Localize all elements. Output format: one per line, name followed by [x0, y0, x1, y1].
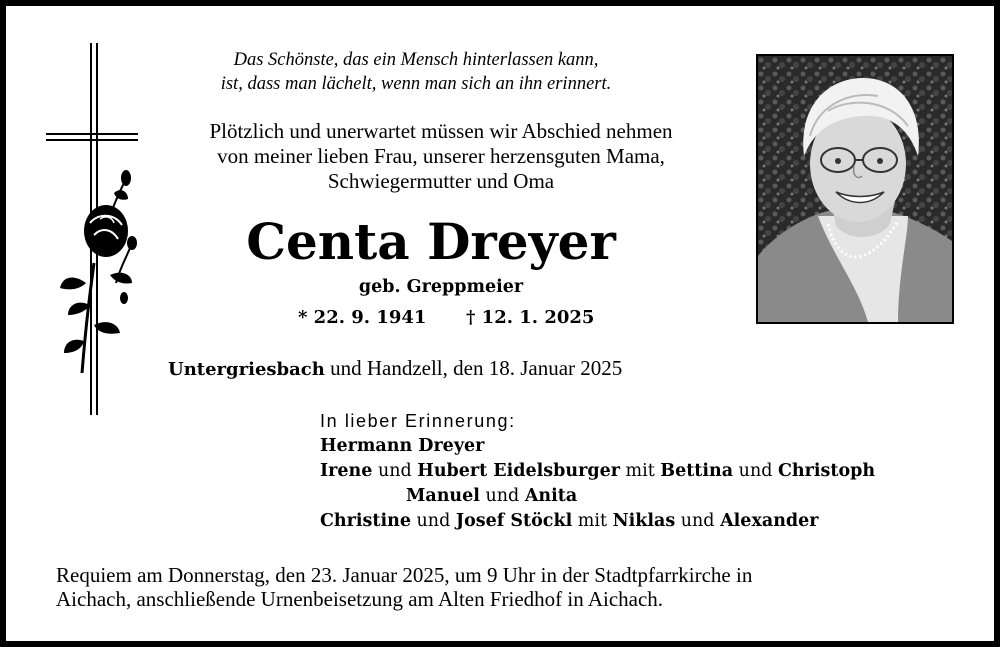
connector: und [733, 461, 778, 481]
connector: und [675, 511, 721, 531]
mourner-name: Hubert Eidelsburger [417, 461, 620, 481]
place-name: Untergriesbach [168, 359, 325, 380]
announcement-line: von meiner lieben Frau, unserer herzensguten Mama, [217, 144, 665, 168]
birth-date: * 22. 9. 1941 [298, 307, 427, 328]
mourner-name: Anita [524, 486, 578, 506]
mourner-name: Alexander [720, 511, 819, 531]
mourner-name: Josef Stöckl [455, 511, 573, 531]
motto-quote [146, 48, 686, 96]
mourners-list [320, 409, 875, 534]
place-date-line [168, 355, 622, 383]
cross-with-rose-icon [34, 43, 144, 419]
mourner-row [320, 484, 875, 509]
requiem-line: Aichach, anschließende Urnenbeisetzung am Alten Friedhof in Aichach. [56, 587, 664, 611]
motto-line: Das Schönste, das ein Mensch hinterlassen kann, [233, 50, 599, 70]
announcement-line: Schwiegermutter und Oma [327, 169, 555, 193]
mourner-row [320, 459, 875, 484]
announcement-line: Plötzlich und unerwartet müssen wir Abschied nehmen [209, 119, 673, 143]
death-date: † 12. 1. 2025 [466, 307, 595, 328]
connector: und [410, 511, 456, 531]
mourner-row [320, 434, 875, 459]
obituary-card [6, 6, 994, 641]
mourner-name: Christine [320, 511, 411, 531]
mourner-name: Niklas [612, 511, 676, 531]
mourner-name: Irene [320, 461, 373, 481]
announcement-text [146, 119, 736, 194]
mourner-name: Christoph [777, 461, 876, 481]
deceased-name: Centa Dreyer [246, 212, 616, 271]
mourner-name: Hermann Dreyer [320, 436, 485, 456]
connector: und [479, 486, 525, 506]
requiem-line: Requiem am Donnerstag, den 23. Januar 2025, um 9 Uhr in der Stadtpfarrkirche in [56, 563, 753, 587]
connector: und [372, 461, 418, 481]
connector: mit [619, 461, 661, 481]
mourners-intro: In lieber Erinnerung: [320, 411, 516, 431]
portrait-photo [756, 54, 954, 324]
birth-name: geb. Greppmeier [358, 277, 524, 297]
requiem-text [56, 563, 752, 611]
motto-line: ist, dass man lächelt, wenn man sich an ihn erinnert. [220, 74, 612, 94]
mourner-name: Manuel [406, 486, 480, 506]
connector: mit [572, 511, 613, 531]
place-date-rest: und Handzell, den 18. Januar 2025 [324, 356, 623, 380]
mourner-name: Bettina [660, 461, 734, 481]
mourner-row [320, 509, 875, 534]
